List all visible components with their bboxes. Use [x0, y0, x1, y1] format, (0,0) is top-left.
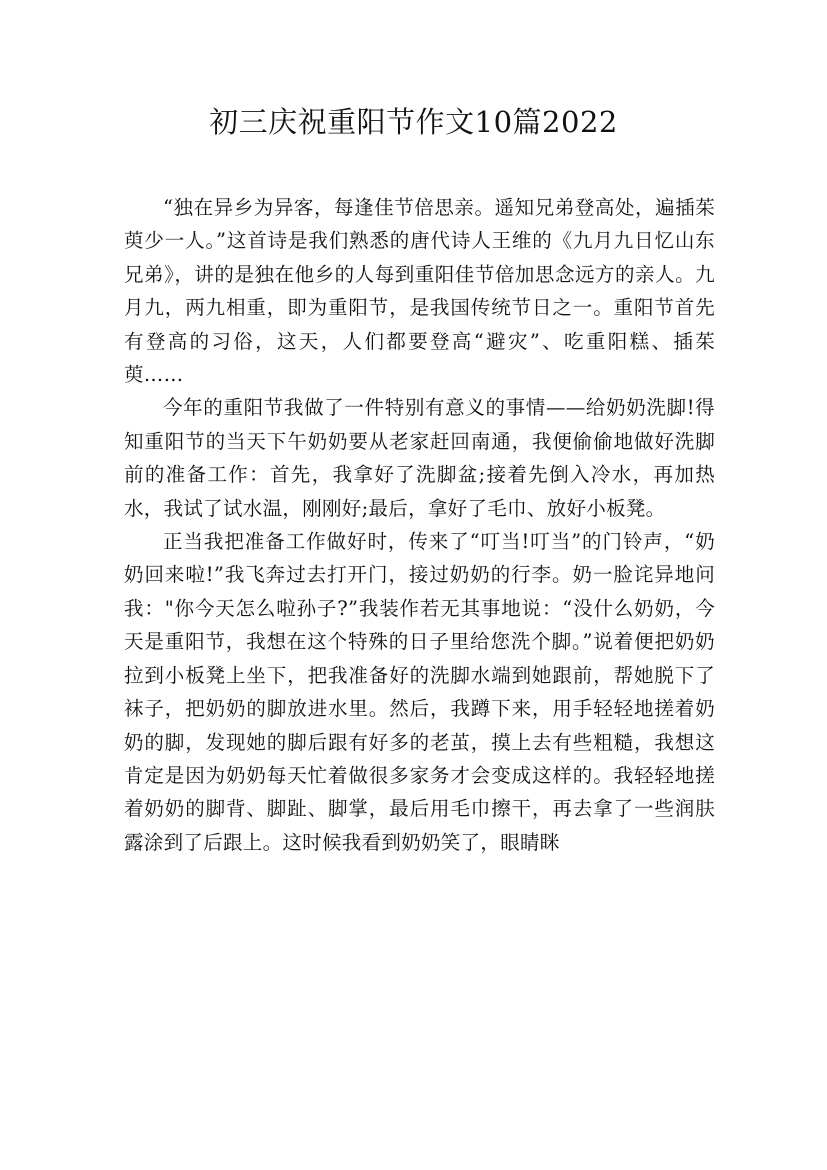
document-title: 初三庆祝重阳节作文10篇2022 [209, 105, 618, 139]
paragraph-2: 今年的重阳节我做了一件特别有意义的事情——给奶奶洗脚!得知重阳节的当天下午奶奶要从老家赶回南通，我便偷偷地做好洗脚前的准备工作：首先，我拿好了洗脚盆;接着先倒入冷水，再加热水，我试了试水温，刚刚好;最后，拿好了毛巾、放好小板凳。 [124, 396, 715, 520]
document-body [124, 191, 715, 859]
paragraph-1: “独在异乡为异客，每逢佳节倍思亲。遥知兄弟登高处，遍插茱萸少一人。”这首诗是我们熟悉的唐代诗人王维的《九月九日忆山东兄弟》，讲的是独在他乡的人每到重阳佳节倍加思念远方的亲人。九月九，两九相重，即为重阳节，是我国传统节日之一。重阳节首先有登高的习俗，这天，人们都要登高“避灾”、吃重阳糕、插茱萸…… [124, 196, 715, 387]
paragraph-3: 正当我把准备工作做好时，传来了“叮当!叮当”的门铃声，“奶奶回来啦!”我飞奔过去打开门，接过奶奶的行李。奶一脸诧异地问我："你今天怎么啦孙子?”我装作若无其事地说：“没什么奶奶，今天是重阳节，我想在这个特殊的日子里给您洗个脚。”说着便把奶奶拉到小板凳上坐下，把我准备好的洗脚水端到她跟前，帮她脱下了袜子，把奶奶的脚放进水里。然后，我蹲下来，用手轻轻地搓着奶奶的脚，发现她的脚后跟有好多的老茧，摸上去有些粗糙，我想这肯定是因为奶奶每天忙着做很多家务才会变成这样的。我轻轻地搓着奶奶的脚背、脚趾、脚掌，最后用毛巾擦干，再去拿了一些润肤露涂到了后跟上。这时候我看到奶奶笑了，眼睛眯 [124, 530, 715, 854]
